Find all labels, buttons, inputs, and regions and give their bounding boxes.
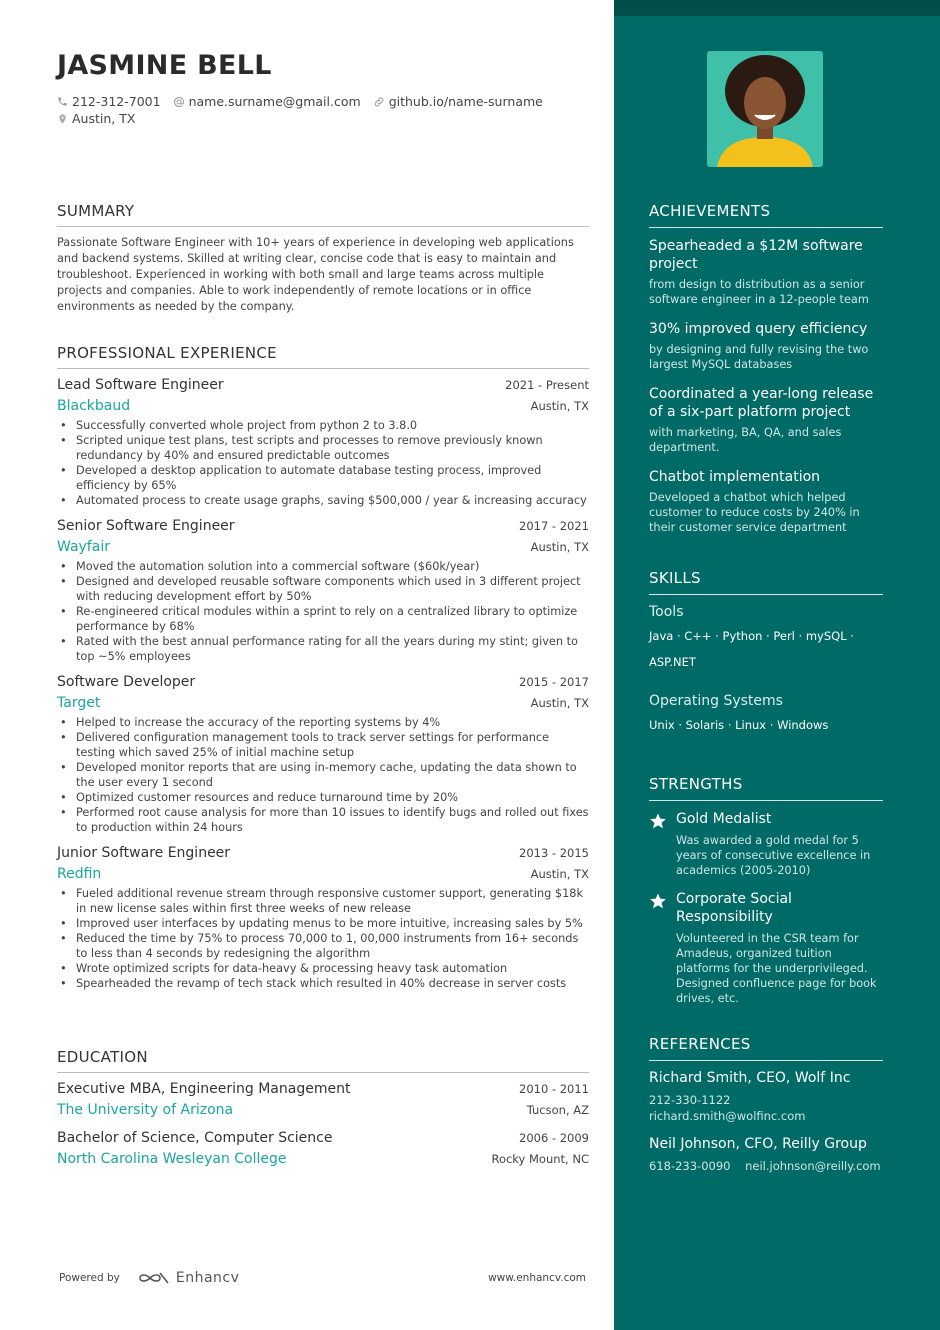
job-company: Blackbaud [57, 398, 131, 414]
summary-section [57, 202, 589, 315]
link-icon [373, 96, 385, 108]
location-pin-icon [57, 113, 68, 125]
skill-category: Operating Systems [649, 693, 783, 709]
summary-title: SUMMARY [57, 202, 589, 227]
achievements-title: ACHIEVEMENTS [649, 202, 883, 228]
phone-icon [57, 96, 68, 107]
bullet: • Wrote optimized scripts for data-heavy & processing heavy task automation [57, 961, 589, 976]
enhancv-logo-icon [138, 1270, 170, 1286]
location-row [57, 111, 147, 126]
at-icon [173, 96, 185, 108]
skill-line: ASP.NET [649, 655, 696, 669]
phone-contact[interactable] [57, 94, 161, 109]
experience-section [57, 344, 589, 1001]
achievement-desc: by designing and fully revising the two largest MySQL databases [649, 343, 869, 371]
job-company: Redfin [57, 866, 102, 882]
edu-location: Tucson, AZ [526, 1103, 589, 1117]
bullet: • Successfully converted whole project from python 2 to 3.8.0 [57, 418, 589, 433]
achievements-section [649, 202, 883, 548]
reference-name: Richard Smith, CEO, Wolf Inc [649, 1070, 851, 1086]
job-company: Target [57, 695, 101, 711]
reference-email[interactable]: richard.smith@wolfinc.com [649, 1109, 806, 1123]
job-role: Senior Software Engineer [57, 518, 235, 534]
job-location: Austin, TX [530, 540, 589, 554]
reference-contact: 618-233-0090 neil.johnson@reilly.com [649, 1159, 881, 1173]
job-location: Austin, TX [530, 399, 589, 413]
bullet: • Delivered configuration management tools to track server settings for performance testing which saved 25% of initial machine setup [57, 730, 589, 760]
achievement-title: 30% improved query efficiency [649, 321, 868, 337]
job-entry [57, 518, 589, 664]
bullet: • Fueled additional revenue stream through responsive customer support, generating $18k in new license sales within first three weeks of new release [57, 886, 589, 916]
edu-school: The University of Arizona [57, 1102, 234, 1118]
email-contact[interactable] [173, 94, 361, 109]
strength-desc: Was awarded a gold medal for 5 years of consecutive excellence in academics (2005-2010) [676, 834, 871, 877]
strength-desc: Volunteered in the CSR team for Amadeus, organized tuition platforms for the underprivileged. Designed confluence page for book drives, etc. [676, 932, 877, 1005]
bullet: • Optimized customer resources and reduce turnaround time by 20% [57, 790, 589, 805]
job-bullets [57, 715, 589, 835]
references-section [649, 1035, 883, 1174]
achievement-title: Chatbot implementation [649, 469, 821, 485]
edu-degree: Bachelor of Science, Computer Science [57, 1130, 333, 1146]
achievement-desc: Developed a chatbot which helped customer to reduce costs by 240% in their customer service department [649, 491, 860, 534]
bullet: • Re-engineered critical modules within a sprint to rely on a centralized library to optimize performance by 68% [57, 604, 589, 634]
job-entry [57, 377, 589, 508]
bullet: • Spearheaded the revamp of tech stack which resulted in 40% decrease in server costs [57, 976, 589, 991]
location-contact [57, 111, 135, 126]
footer [59, 1270, 586, 1286]
strengths-section [649, 775, 883, 1018]
achievement-item [649, 385, 883, 455]
reference-name: Neil Johnson, CFO, Reilly Group [649, 1136, 867, 1152]
education-entry [57, 1081, 589, 1118]
job-bullets [57, 418, 589, 508]
strength-item [649, 810, 883, 878]
sidebar-top-band [614, 0, 940, 16]
powered-by-text: Powered by [59, 1272, 120, 1284]
edu-dates: 2006 - 2009 [519, 1131, 589, 1145]
experience-title: PROFESSIONAL EXPERIENCE [57, 344, 589, 369]
candidate-name: JASMINE BELL [57, 50, 272, 81]
references-title: REFERENCES [649, 1035, 883, 1061]
strength-item [649, 890, 883, 1006]
reference-contact [649, 1092, 883, 1124]
edu-school: North Carolina Wesleyan College [57, 1151, 287, 1167]
job-bullets [57, 886, 589, 991]
star-icon [649, 812, 667, 830]
edu-degree: Executive MBA, Engineering Management [57, 1081, 351, 1097]
job-location: Austin, TX [530, 696, 589, 710]
bullet: • Improved user interfaces by updating menus to be more intuitive, increasing sales by 5% [57, 916, 589, 931]
achievement-desc: from design to distribution as a senior software engineer in a 12-people team [649, 278, 869, 306]
github-contact[interactable] [373, 94, 543, 109]
skill-category: Tools [649, 604, 684, 620]
job-bullets [57, 559, 589, 664]
email-text: name.surname@gmail.com [188, 94, 361, 109]
job-entry [57, 845, 589, 991]
education-section [57, 1048, 589, 1179]
job-entry [57, 674, 589, 835]
job-dates: 2015 - 2017 [519, 675, 589, 689]
sidebar [614, 0, 940, 1330]
job-dates: 2017 - 2021 [519, 519, 589, 533]
job-company: Wayfair [57, 539, 110, 555]
bullet: • Performed root cause analysis for more than 10 issues to identify bugs and rolled out fixes to production within 24 hours [57, 805, 589, 835]
job-location: Austin, TX [530, 867, 589, 881]
achievement-item [649, 320, 883, 372]
reference-item [649, 1070, 883, 1124]
job-dates: 2013 - 2015 [519, 846, 589, 860]
summary-text: Passionate Software Engineer with 10+ years of experience in developing web applications and backend systems. Skilled at writing clear, concise code that is easy to maintain and troubleshoot. Experienced in working with both small and large teams across multiple projects and companies. Able to work independently of remote locations or in office environments as needed by the company. [57, 236, 574, 313]
edu-dates: 2010 - 2011 [519, 1082, 589, 1096]
bullet: • Moved the automation solution into a commercial software ($60k/year) [57, 559, 589, 574]
enhancv-brand[interactable] [138, 1270, 240, 1286]
education-title: EDUCATION [57, 1048, 589, 1073]
bullet: • Designed and developed reusable software components which used in 3 different project with reducing development effort by 50% [57, 574, 589, 604]
achievement-item [649, 237, 883, 307]
bullet: • Developed monitor reports that are using in-memory cache, updating the data shown to the user every 1 second [57, 760, 589, 790]
bullet: • Rated with the best annual performance rating for all the years during my stint; given to top ~5% employees [57, 634, 589, 664]
reference-item [649, 1136, 883, 1174]
phone-text: 212-312-7001 [72, 94, 161, 109]
bullet: • Developed a desktop application to automate database testing process, improved efficiency by 65% [57, 463, 589, 493]
location-text: Austin, TX [72, 111, 136, 126]
github-text: github.io/name-surname [388, 94, 543, 109]
skills-title: SKILLS [649, 569, 883, 595]
footer-url[interactable]: www.enhancv.com [488, 1272, 586, 1284]
job-dates: 2021 - Present [505, 378, 589, 392]
job-role: Junior Software Engineer [57, 845, 231, 861]
achievement-title: Spearheaded a $12M software project [649, 238, 863, 272]
bullet: • Automated process to create usage graphs, saving $500,000 / year & increasing accuracy [57, 493, 589, 508]
job-role: Software Developer [57, 674, 196, 690]
strengths-title: STRENGTHS [649, 775, 883, 801]
contact-row [57, 94, 555, 109]
star-icon [649, 892, 667, 910]
skill-list [649, 623, 883, 675]
achievement-desc: with marketing, BA, QA, and sales department. [649, 426, 842, 454]
profile-photo [707, 51, 823, 167]
job-role: Lead Software Engineer [57, 377, 224, 393]
edu-location: Rocky Mount, NC [491, 1152, 589, 1166]
brand-text: Enhancv [175, 1270, 240, 1286]
skill-line: Java · C++ · Python · Perl · mySQL · [649, 629, 854, 643]
skill-list [649, 712, 883, 738]
profile-photo-image [707, 51, 823, 167]
strength-title: Corporate Social Responsibility [676, 891, 792, 925]
achievement-title: Coordinated a year-long release of a six-part platform project [649, 386, 874, 420]
achievement-item [649, 468, 883, 535]
reference-phone: 212-330-1122 [649, 1093, 731, 1107]
bullet: • Helped to increase the accuracy of the reporting systems by 4% [57, 715, 589, 730]
skills-section [649, 569, 883, 738]
skill-line: Unix · Solaris · Linux · Windows [649, 718, 829, 732]
strength-title: Gold Medalist [676, 811, 772, 827]
bullet: • Reduced the time by 75% to process 70,000 to 1, 00,000 instruments from 16+ seconds to less than 4 seconds by redesigning the algorithm [57, 931, 589, 961]
bullet: • Scripted unique test plans, test scripts and processes to remove previously known redundancy by 40% and ensured predictable outcomes [57, 433, 589, 463]
education-entry [57, 1130, 589, 1167]
